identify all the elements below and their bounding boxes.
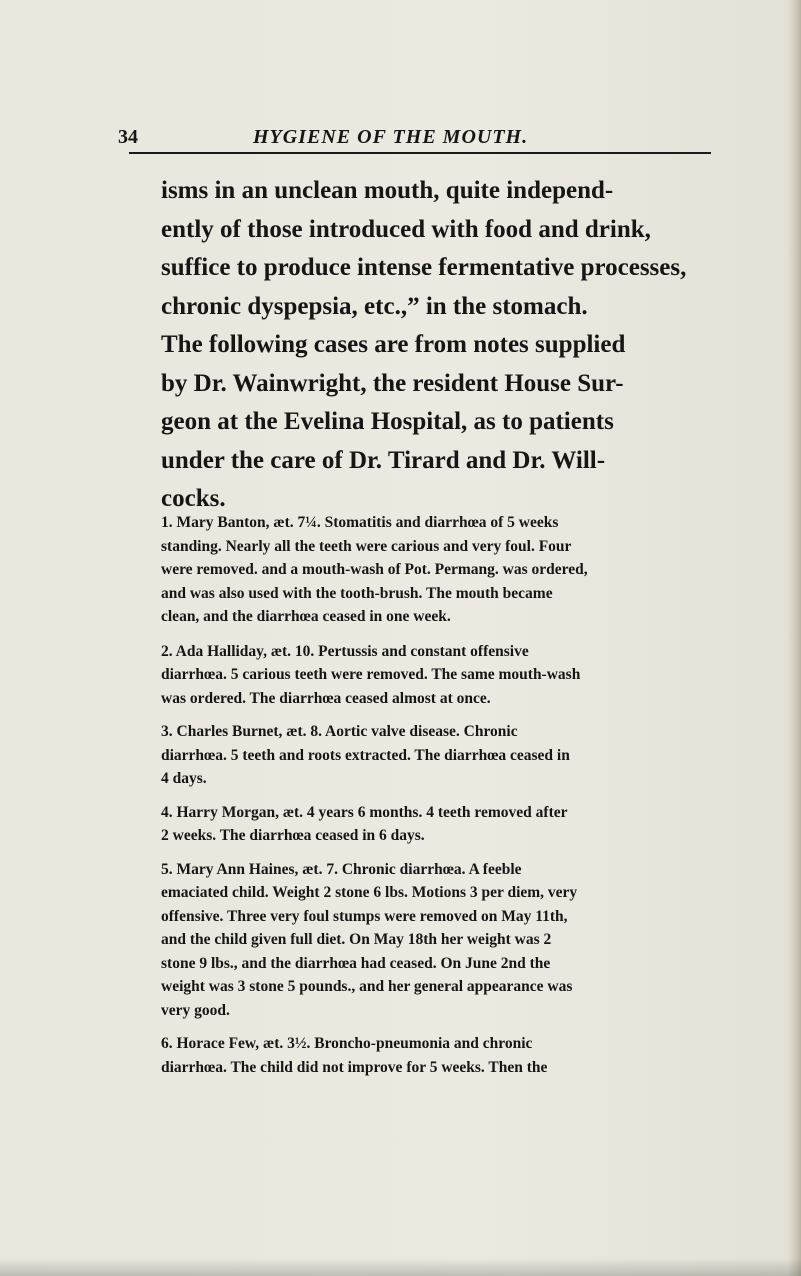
case-entry: [161, 511, 709, 629]
case-line: 3. Charles Burnet, æt. 8. Aortic valve disease. Chronic: [161, 723, 518, 740]
case-line: 1. Mary Banton, æt. 7¼. Stomatitis and diarrhœa of 5 weeks: [161, 514, 559, 531]
case-line: was ordered. The diarrhœa ceased almost at once.: [161, 689, 491, 707]
text-line: suffice to produce intense fermentative processes,: [161, 254, 687, 281]
page-edge-shadow: [787, 0, 801, 1276]
case-line: 4 days.: [161, 770, 207, 787]
case-line: diarrhœa. 5 carious teeth were removed. The same mouth-wash: [161, 666, 581, 683]
case-line: emaciated child. Weight 2 stone 6 lbs. Motions 3 per diem, very: [161, 884, 578, 901]
case-line: clean, and the diarrhœa ceased in one week.: [161, 608, 451, 625]
case-line: were removed. and a mouth-wash of Pot. Permang. was ordered,: [161, 561, 588, 578]
case-line: 2 weeks. The diarrhœa ceased in 6 days.: [161, 827, 425, 844]
case-entry: [161, 720, 709, 791]
case-line: 5. Mary Ann Haines, æt. 7. Chronic diarrhœa. A feeble: [161, 860, 522, 878]
text-line: geon at the Evelina Hospital, as to patients: [161, 408, 614, 435]
page-number: 34: [118, 126, 138, 148]
case-list: [161, 511, 709, 1089]
case-line: very good.: [161, 1001, 230, 1019]
case-line: diarrhœa. 5 teeth and roots extracted. The diarrhœa ceased in: [161, 746, 570, 764]
text-line: chronic dyspepsia, etc.,” in the stomach.: [161, 292, 588, 320]
case-entry: [161, 1032, 709, 1079]
text-line: cocks.: [161, 485, 226, 512]
case-line: weight was 3 stone 5 pounds., and her general appearance was: [161, 978, 573, 995]
text-line: by Dr. Wainwright, the resident House Sur-: [161, 369, 624, 397]
case-line: 4. Harry Morgan, æt. 4 years 6 months. 4 teeth removed after: [161, 803, 568, 821]
case-line: offensive. Three very foul stumps were removed on May 11th,: [161, 907, 568, 925]
text-line: ently of those introduced with food and drink,: [161, 215, 651, 243]
case-line: stone 9 lbs., and the diarrhœa had ceased. On June 2nd the: [161, 954, 551, 972]
case-line: 2. Ada Halliday, æt. 10. Pertussis and constant offensive: [161, 642, 529, 660]
case-line: 6. Horace Few, æt. 3½. Broncho-pneumonia and chronic: [161, 1035, 533, 1052]
case-entry: [161, 858, 709, 1023]
case-line: diarrhœa. The child did not improve for 5 weeks. Then the: [161, 1058, 548, 1076]
case-line: and was also used with the tooth-brush. The mouth became: [161, 584, 553, 602]
main-text: [161, 172, 706, 519]
page-bottom-shadow: [0, 1258, 801, 1276]
case-entry: [161, 801, 709, 848]
case-line: and the child given full diet. On May 18th her weight was 2: [161, 931, 552, 948]
text-line: The following cases are from notes supplied: [161, 331, 626, 358]
header-rule: [129, 152, 711, 154]
case-entry: [161, 640, 709, 711]
text-line: under the care of Dr. Tirard and Dr. Will-: [161, 446, 606, 474]
running-title: HYGIENE OF THE MOUTH.: [253, 126, 529, 148]
text-line: isms in an unclean mouth, quite independ-: [161, 177, 614, 204]
case-line: standing. Nearly all the teeth were carious and very foul. Four: [161, 537, 572, 555]
